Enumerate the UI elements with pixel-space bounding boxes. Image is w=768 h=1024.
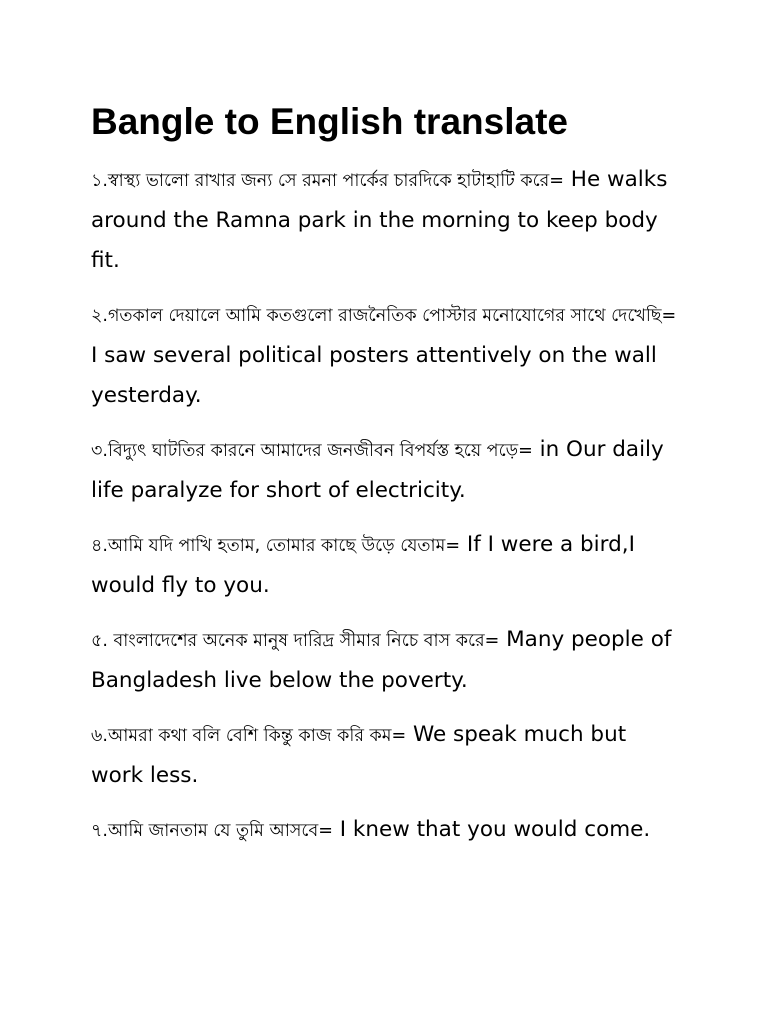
translation-item-7: [91, 810, 681, 851]
english-translation: He walks around the Ramna park in the morning to keep body fit.: [91, 167, 668, 273]
bangla-sentence: ৭.আমি জানতাম যে তুমি আসবে=: [91, 821, 333, 841]
translation-item-6: [91, 715, 681, 796]
bangla-sentence: ৫. বাংলাদেশের অনেক মানুষ দারিদ্র সীমার নিচে বাস করে=: [91, 631, 500, 651]
english-translation: We speak much but work less.: [91, 722, 627, 788]
english-translation: Many people of Bangladesh live below the poverty.: [91, 627, 672, 693]
bangla-sentence: ১.স্বাস্থ্য ভালো রাখার জন্য সে রমনা পার্কের চারদিকে হাটাহাটি করে=: [91, 171, 564, 191]
translation-item-2: [91, 295, 681, 416]
document-title: Bangle to English translate: [91, 101, 568, 142]
bangla-sentence: ৬.আমরা কথা বলি বেশি কিন্তু কাজ করি কম=: [91, 726, 407, 746]
document-page: [91, 96, 681, 865]
english-translation: I knew that you would come.: [332, 817, 651, 842]
bangla-sentence: ৪.আমি যদি পাখি হতাম, তোমার কাছে উড়ে যেতাম=: [91, 536, 461, 556]
bangla-sentence: ৩.বিদ্যুৎ ঘাটতির কারনে আমাদের জনজীবন বিপর্যস্ত হয়ে পড়ে=: [91, 441, 533, 461]
english-translation: I saw several political posters attentively on the wall yesterday.: [91, 343, 657, 408]
translation-item-4: [91, 525, 681, 606]
translation-item-5: [91, 620, 681, 701]
bangla-sentence: ২.গতকাল দেয়ালে আমি কতগুলো রাজনৈতিক পোস্টার মনোযোগের সাথে দেখেছি=: [91, 306, 677, 326]
translation-item-1: [91, 160, 681, 281]
english-translation: If I were a bird,I would fly to you.: [91, 532, 635, 598]
translation-item-3: [91, 430, 681, 511]
english-translation: in Our daily life paralyze for short of electricity.: [91, 437, 664, 503]
